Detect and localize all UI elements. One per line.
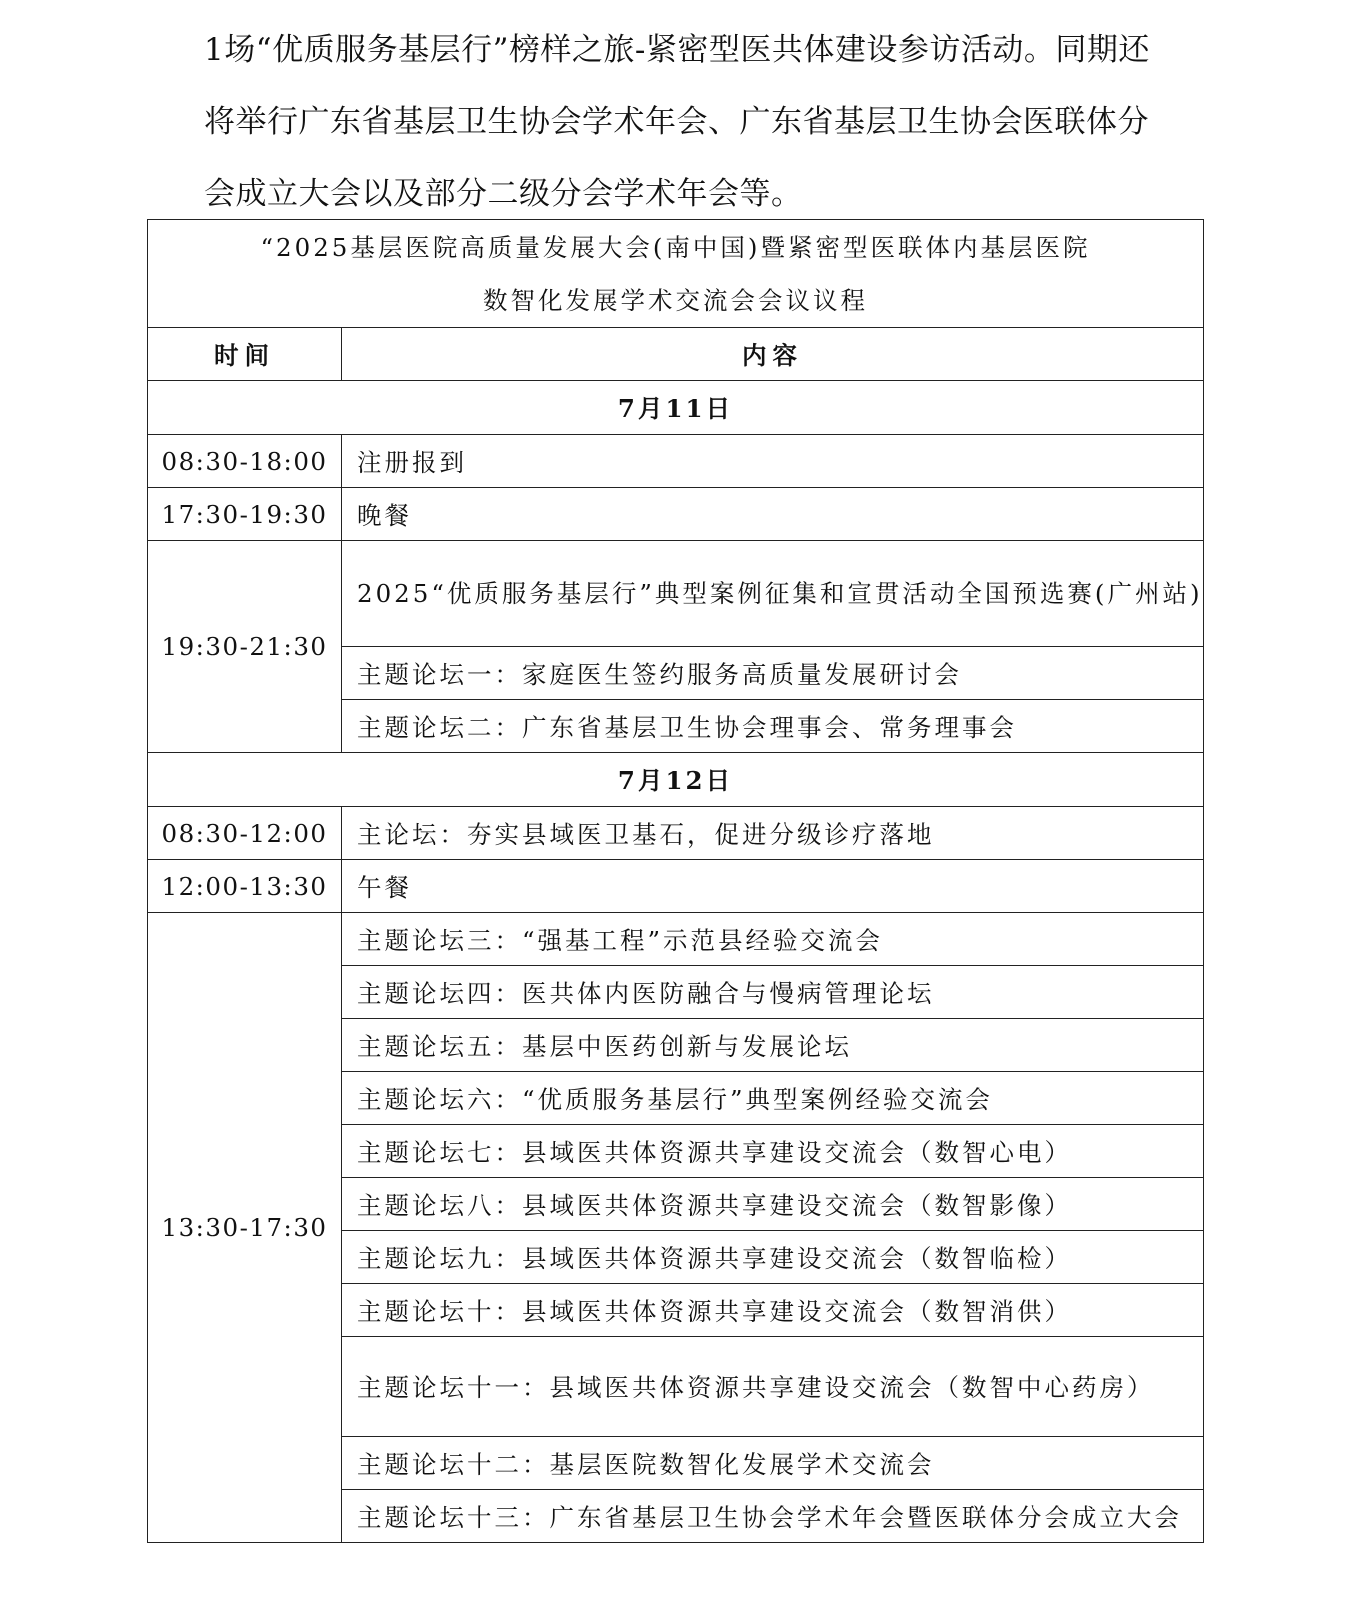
- table-row: [148, 541, 1204, 647]
- agenda-title-row: [148, 220, 1204, 328]
- content-cell: 主题论坛十二：基层医院数智化发展学术交流会: [342, 1437, 1204, 1490]
- header-content: 内容: [342, 328, 1204, 381]
- table-row: [148, 913, 1204, 966]
- content-cell: 午餐: [342, 860, 1204, 913]
- agenda-title-line2: 数智化发展学术交流会会议议程: [483, 285, 868, 315]
- intro-line: 会成立大会以及部分二级分会学术年会等。: [204, 176, 803, 212]
- content-cell: 主题论坛九：县域医共体资源共享建设交流会（数智临检）: [342, 1231, 1204, 1284]
- content-cell: 注册报到: [342, 435, 1204, 488]
- intro-line: 1场“优质服务基层行”榜样之旅-紧密型医共体建设参访活动。同期还: [204, 32, 1150, 68]
- table-row: [148, 488, 1204, 541]
- content-cell: 主题论坛四：医共体内医防融合与慢病管理论坛: [342, 966, 1204, 1019]
- intro-paragraph: [204, 14, 1164, 230]
- content-cell: 主题论坛一：家庭医生签约服务高质量发展研讨会: [342, 647, 1204, 700]
- content-cell: 主题论坛七：县域医共体资源共享建设交流会（数智心电）: [342, 1125, 1204, 1178]
- day-row: [148, 381, 1204, 435]
- time-cell: 17:30-19:30: [148, 488, 342, 541]
- content-cell: 主题论坛五：基层中医药创新与发展论坛: [342, 1019, 1204, 1072]
- table-row: [148, 860, 1204, 913]
- content-cell: 主题论坛六：“优质服务基层行”典型案例经验交流会: [342, 1072, 1204, 1125]
- content-cell: 主题论坛十：县域医共体资源共享建设交流会（数智消供）: [342, 1284, 1204, 1337]
- content-cell: 主论坛：夯实县域医卫基石，促进分级诊疗落地: [342, 807, 1204, 860]
- intro-line: 将举行广东省基层卫生协会学术年会、广东省基层卫生协会医联体分: [204, 104, 1149, 140]
- agenda-table: [147, 219, 1204, 1543]
- header-row: [148, 328, 1204, 381]
- content-cell: 晚餐: [342, 488, 1204, 541]
- content-cell: 主题论坛十一：县域医共体资源共享建设交流会（数智中心药房）: [342, 1337, 1204, 1437]
- content-cell: 主题论坛三：“强基工程”示范县经验交流会: [342, 913, 1204, 966]
- day-label: 7月12日: [148, 753, 1204, 807]
- time-cell: 13:30-17:30: [148, 913, 342, 1543]
- time-cell: 08:30-18:00: [148, 435, 342, 488]
- content-cell: 主题论坛二：广东省基层卫生协会理事会、常务理事会: [342, 700, 1204, 753]
- time-cell: 08:30-12:00: [148, 807, 342, 860]
- content-cell: 主题论坛八：县域医共体资源共享建设交流会（数智影像）: [342, 1178, 1204, 1231]
- content-cell: 2025“优质服务基层行”典型案例征集和宣贯活动全国预选赛(广州站): [342, 541, 1204, 647]
- content-cell: 主题论坛十三：广东省基层卫生协会学术年会暨医联体分会成立大会: [342, 1490, 1204, 1543]
- agenda-title-line1: “2025基层医院高质量发展大会(南中国)暨紧密型医联体内基层医院: [260, 232, 1091, 262]
- table-row: [148, 435, 1204, 488]
- time-cell: 19:30-21:30: [148, 541, 342, 753]
- agenda-title: [148, 220, 1204, 328]
- time-cell: 12:00-13:30: [148, 860, 342, 913]
- table-row: [148, 807, 1204, 860]
- day-row: [148, 753, 1204, 807]
- header-time: 时间: [148, 328, 342, 381]
- day-label: 7月11日: [148, 381, 1204, 435]
